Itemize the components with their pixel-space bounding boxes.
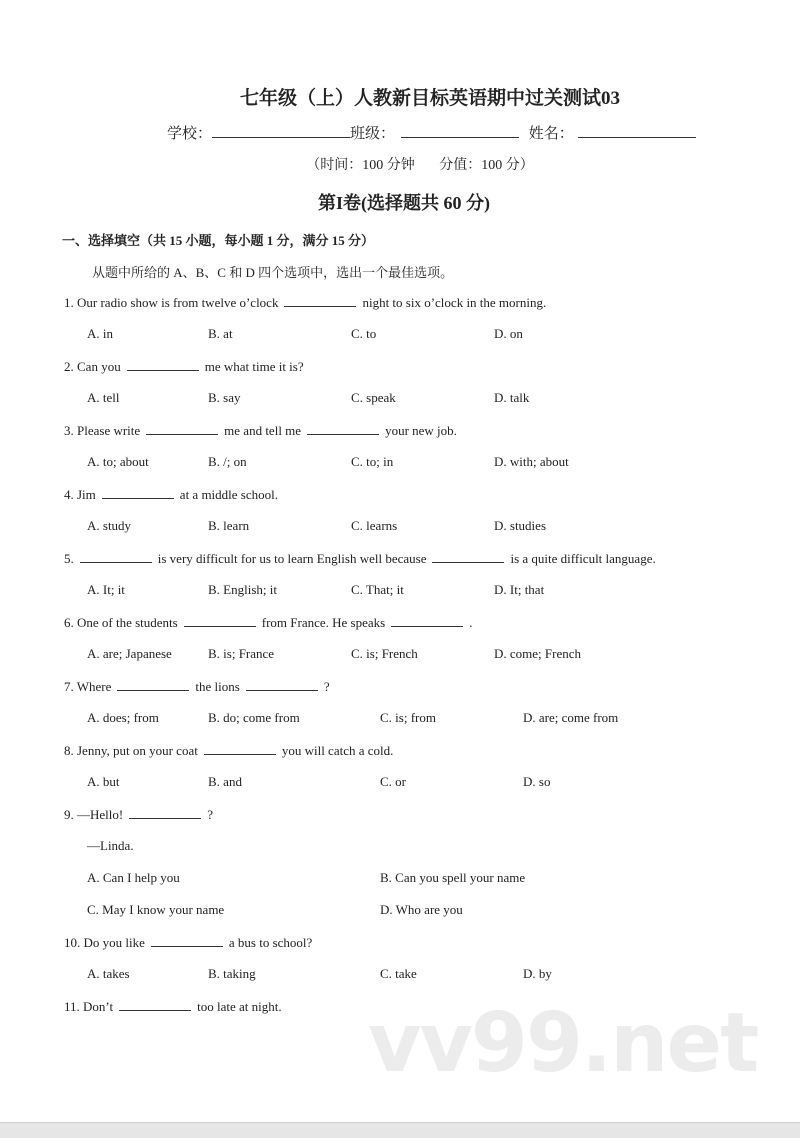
option-a: A. but: [87, 774, 120, 789]
option-c: C. May I know your name: [87, 902, 225, 917]
stem-text: is very difficult for us to learn English well because: [157, 551, 427, 566]
option-a: A. Can I help you: [87, 870, 180, 885]
stem-text: ?: [323, 679, 330, 694]
stem-text: 4. Jim: [64, 487, 96, 502]
answer-blank: [307, 422, 379, 435]
question-stem: [64, 422, 457, 439]
option-c: C. to; in: [351, 454, 394, 469]
option-c: C. is; French: [351, 646, 418, 661]
stem-text: you will catch a cold.: [281, 743, 394, 758]
dialogue-reply: —Linda.: [87, 838, 134, 853]
option-d: D. are; come from: [523, 710, 619, 725]
stem-text: 10. Do you like: [64, 935, 145, 950]
question-stem: [64, 358, 304, 375]
name-blank: [578, 123, 696, 138]
answer-blank: [102, 486, 174, 499]
option-c: C. That; it: [351, 582, 404, 597]
option-d: D. come; French: [494, 646, 582, 661]
stem-text: a bus to school?: [228, 935, 313, 950]
section-instruction: 从题中所给的 A、B、C 和 D 四个选项中，选出一个最佳选项。: [92, 265, 454, 280]
stem-text: the lions: [195, 679, 240, 694]
stem-text: me what time it is?: [204, 359, 304, 374]
answer-blank: [119, 998, 191, 1011]
class-label: 班级：: [350, 126, 396, 142]
option-d: D. studies: [494, 518, 546, 533]
option-a: A. It; it: [87, 582, 125, 597]
answer-blank: [151, 934, 223, 947]
answer-blank: [117, 678, 189, 691]
option-d: D. on: [494, 326, 523, 341]
question-stem: [64, 998, 282, 1015]
exam-score: 分值：100 分）: [439, 158, 534, 173]
option-c: C. learns: [351, 518, 398, 533]
stem-text: 11. Don’t: [64, 999, 114, 1014]
school-label: 学校：: [167, 126, 213, 142]
question-stem: [64, 294, 546, 311]
stem-text: at a middle school.: [179, 487, 278, 502]
school-blank: [212, 123, 350, 138]
stem-text: ?: [207, 807, 213, 822]
answer-blank: [129, 806, 201, 819]
stem-text: night to six o’clock in the morning.: [362, 295, 547, 310]
question-stem: [64, 806, 213, 823]
class-blank: [401, 123, 519, 138]
option-c: C. take: [380, 966, 417, 981]
stem-text: 5.: [64, 551, 74, 566]
stem-text: .: [469, 615, 473, 630]
option-c: C. to: [351, 326, 377, 341]
option-a: A. to; about: [87, 454, 149, 469]
option-a: A. are; Japanese: [87, 646, 172, 661]
option-d: D. It; that: [494, 582, 545, 597]
answer-blank: [127, 358, 199, 371]
option-d: D. by: [523, 966, 552, 981]
exam-time: （时间：100 分钟: [306, 158, 415, 173]
section-heading: 一、选择填空（共 15 小题，每小题 1 分，满分 15 分）: [62, 233, 375, 248]
option-d: D. Who are you: [380, 902, 463, 917]
stem-text: 7. Where: [64, 679, 112, 694]
option-d: D. talk: [494, 390, 530, 405]
option-d: D. with; about: [494, 454, 569, 469]
option-a: A. tell: [87, 390, 120, 405]
question-stem: [64, 678, 330, 695]
stem-text: 6. One of the students: [64, 615, 178, 630]
answer-blank: [391, 614, 463, 627]
stem-text: 8. Jenny, put on your coat: [64, 743, 198, 758]
option-c: C. speak: [351, 390, 396, 405]
option-b: B. say: [208, 390, 241, 405]
stem-text: me and tell me: [224, 423, 302, 438]
question-stem: [64, 614, 472, 631]
page-title: 七年级（上）人教新目标英语期中过关测试03: [239, 88, 620, 109]
option-b: B. English; it: [208, 582, 277, 597]
stem-text: is a quite difficult language.: [510, 551, 656, 566]
stem-text: 3. Please write: [64, 423, 141, 438]
option-b: B. Can you spell your name: [380, 870, 526, 885]
stem-text: 2. Can you: [64, 359, 121, 374]
stem-text: your new job.: [385, 423, 457, 438]
answer-blank: [146, 422, 218, 435]
option-b: B. and: [208, 774, 242, 789]
exam-meta: [0, 154, 800, 174]
question-stem: [64, 934, 312, 951]
stem-text: from France. He speaks: [261, 615, 386, 630]
option-d: D. so: [523, 774, 551, 789]
option-b: B. taking: [208, 966, 256, 981]
answer-blank: [284, 294, 356, 307]
answer-blank: [80, 550, 152, 563]
option-b: B. /; on: [208, 454, 247, 469]
watermark: vv99.net: [368, 996, 758, 1091]
stem-text: too late at night.: [197, 999, 282, 1014]
answer-blank: [432, 550, 504, 563]
answer-blank: [204, 742, 276, 755]
student-info-fields: [167, 122, 696, 143]
part-title: 第I卷(选择题共 60 分): [318, 193, 490, 213]
question-stem: [64, 550, 656, 567]
option-a: A. does; from: [87, 710, 159, 725]
option-c: C. or: [380, 774, 406, 789]
option-a: A. takes: [87, 966, 130, 981]
question-stem: [64, 486, 278, 503]
answer-blank: [184, 614, 256, 627]
answer-blank: [246, 678, 318, 691]
option-a: A. study: [87, 518, 132, 533]
option-b: B. at: [208, 326, 233, 341]
stem-text: 1. Our radio show is from twelve o’clock: [64, 295, 279, 310]
option-a: A. in: [87, 326, 113, 341]
stem-text: 9. —Hello!: [64, 807, 124, 822]
option-c: C. is; from: [380, 710, 436, 725]
question-stem: [64, 742, 393, 759]
option-b: B. is; France: [208, 646, 275, 661]
viewer-bottom-edge: [0, 1122, 800, 1138]
name-label: 姓名：: [528, 126, 574, 142]
option-b: B. do; come from: [208, 710, 300, 725]
option-b: B. learn: [208, 518, 250, 533]
